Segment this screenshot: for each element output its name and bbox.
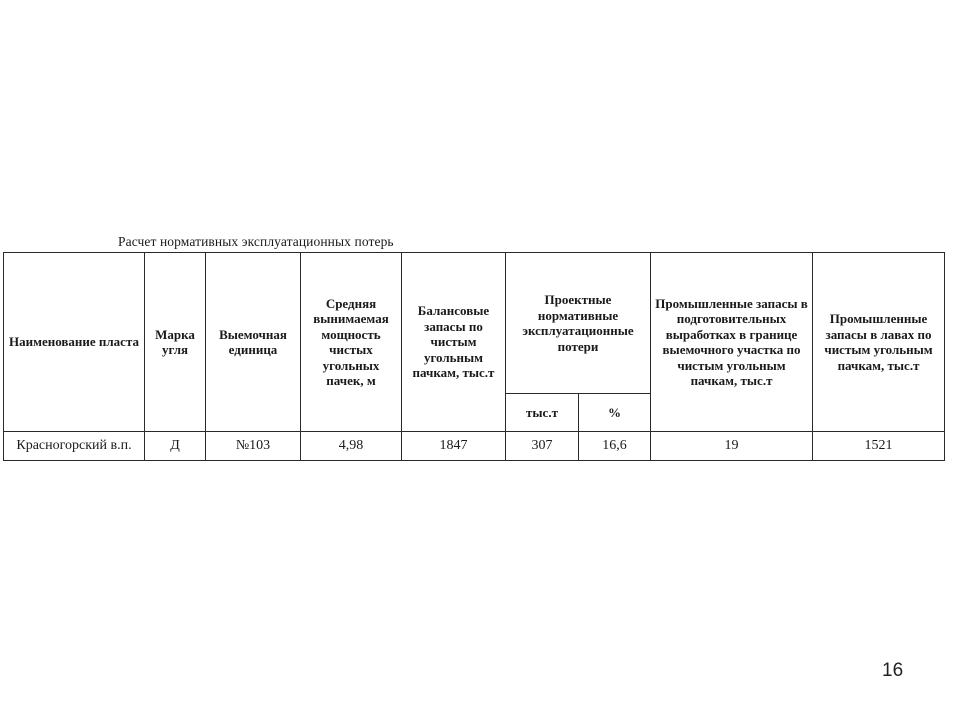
cell-reserves-development: 19: [651, 432, 813, 461]
cell-losses-percent: 16,6: [579, 432, 651, 461]
header-seam-name: Наименование пласта: [4, 253, 145, 432]
table-caption: Расчет нормативных эксплуатационных потерь: [118, 234, 394, 249]
table-row: [4, 432, 945, 461]
header-mining-unit: Выемочная единица: [206, 253, 301, 432]
header-losses-percent: %: [579, 394, 651, 432]
cell-reserves-longwalls: 1521: [813, 432, 945, 461]
cell-seam-name: Красногорский в.п.: [4, 432, 145, 461]
losses-table: [3, 252, 945, 461]
cell-balance-reserves: 1847: [402, 432, 506, 461]
page-number: 16: [882, 660, 904, 681]
header-balance-reserves: Балансовые запасы по чистым угольным пачкам, тыс.т: [402, 253, 506, 432]
header-reserves-longwalls: Промышленные запасы в лавах по чистым угольным пачкам, тыс.т: [813, 253, 945, 432]
header-design-losses: Проектные нормативные эксплуатационные потери: [506, 253, 651, 394]
header-reserves-development: Промышленные запасы в подготовительных выработках в границе выемочного участка по чистым угольным пачкам, тыс.т: [651, 253, 813, 432]
header-avg-thickness: Средняя вынимаемая мощность чистых угольных пачек, м: [301, 253, 402, 432]
header-coal-grade: Марка угля: [145, 253, 206, 432]
cell-coal-grade: Д: [145, 432, 206, 461]
header-losses-tons: тыс.т: [506, 394, 579, 432]
cell-losses-tons: 307: [506, 432, 579, 461]
table-header-row: [4, 253, 945, 394]
cell-mining-unit: №103: [206, 432, 301, 461]
cell-avg-thickness: 4,98: [301, 432, 402, 461]
